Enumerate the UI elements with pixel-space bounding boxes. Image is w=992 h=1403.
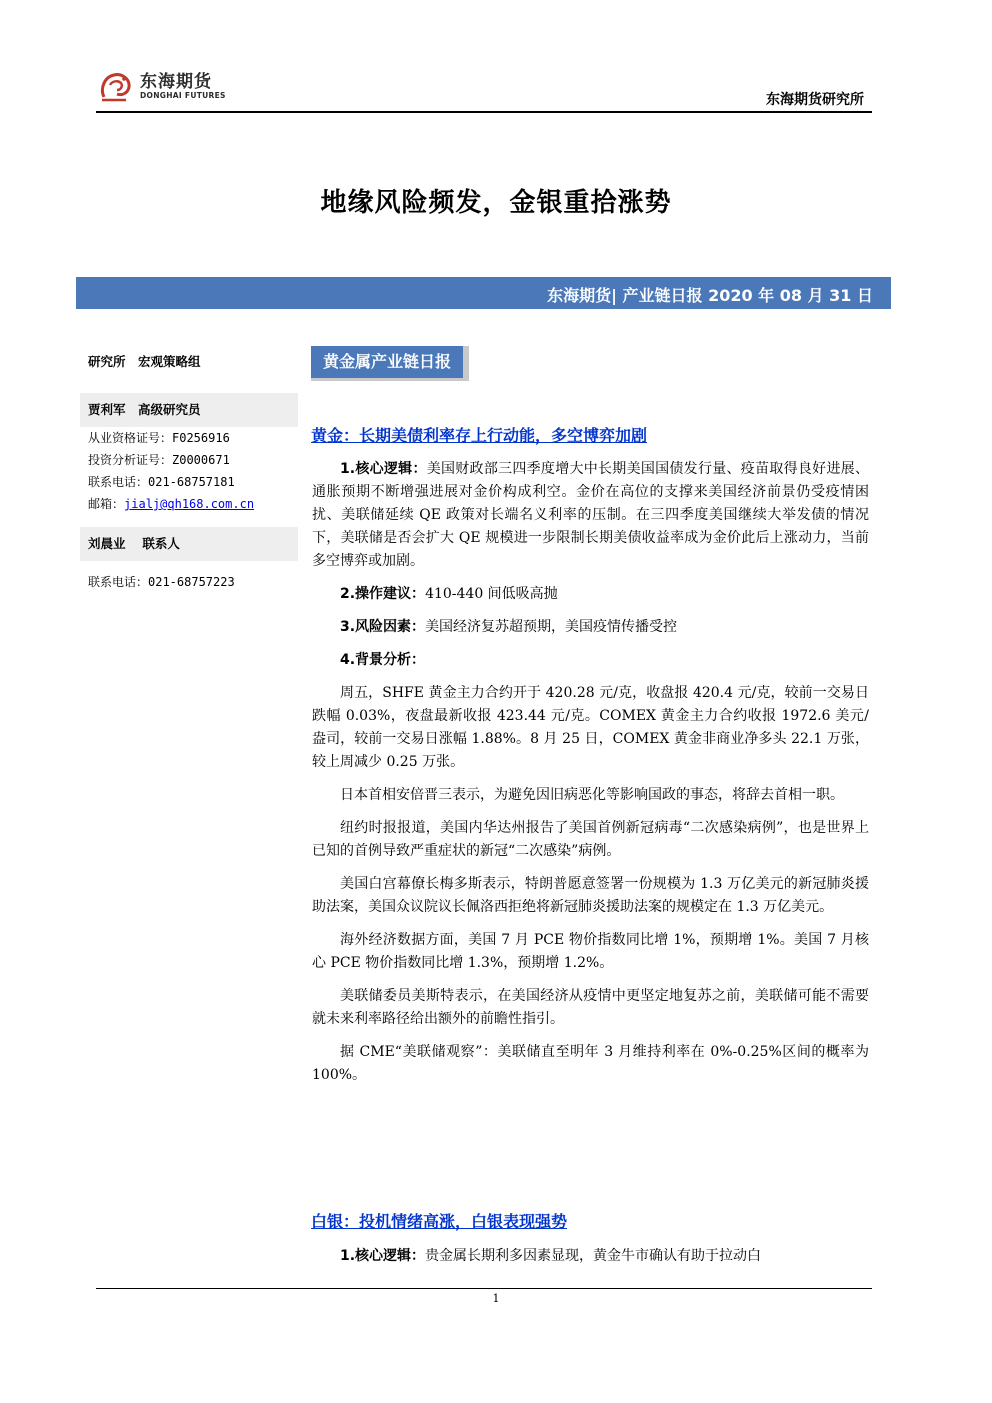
- background-paragraph: 美联储委员美斯特表示，在美国经济从疫情中更坚定地复苏之前，美联储可能不需要就未来利率路径给出额外的前瞻性指引。: [312, 988, 869, 1027]
- gold-core-logic: 1.核心逻辑：美国财政部三四季度增大中长期美国国债发行量、疫苗取得良好进展、通胀预期不断增强进展对金价构成利空。金价在高位的支撑来美国经济前景仍受疫情困扰、美联储延续 QE 政策对长端名义利率的压制。在三四季度美国继续大举发债的情况下，美联储是否会扩大 QE 规模进一步限制长期美债收益率成为金价此后上涨动力，当前多空博弈或加剧。: [312, 461, 869, 569]
- background-paragraph: 纽约时报报道，美国内华达州报告了美国首例新冠病毒“二次感染病例”，也是世界上已知的首例导致严重症状的新冠“二次感染”病例。: [312, 820, 869, 859]
- footer-divider: [96, 1288, 872, 1289]
- email-link[interactable]: jialj@qh168.com.cn: [124, 497, 255, 511]
- report-banner: [76, 277, 891, 309]
- gold-content: [312, 458, 869, 1097]
- author-sidebar: [80, 345, 298, 593]
- risk-label: 3.风险因素：: [340, 619, 426, 635]
- section-tag: 黄金属产业链日报: [311, 346, 469, 381]
- qualification-id: 从业资格证号：F0256916: [88, 431, 230, 445]
- background-paragraph: 周五，SHFE 黄金主力合约开于 420.28 元/克，收盘报 420.4 元/克，较前一交易日跌幅 0.03%，夜盘最新收报 423.44 元/克。COMEX 黄金主力合约收报 1972.6 美元/盎司，较前一交易日涨幅 1.88%。8 月 25 日，COMEX 黄金非商业净多头 22.1 万张，较上周减少 0.25 万张。: [312, 685, 869, 770]
- logo-english-name: DONGHAI FUTURES: [140, 91, 226, 100]
- department-label: 研究所 宏观策略组: [88, 354, 201, 369]
- header-divider: [96, 111, 872, 113]
- header-institute: 东海期货研究所: [766, 92, 864, 108]
- contact-phone: 联系电话：021-68757223: [88, 575, 235, 589]
- contact-name: 刘晨业 联系人: [80, 527, 298, 561]
- gold-section-title[interactable]: 黄金：长期美债利率存上行动能，多空博弈加剧: [311, 426, 648, 445]
- background-paragraph: 据 CME“美联储观察”：美联储直至明年 3 月维持利率在 0%-0.25%区间的概率为 100%。: [312, 1044, 869, 1083]
- company-logo: [96, 66, 236, 108]
- dragon-logo-icon: [96, 67, 136, 107]
- silver-content: [312, 1245, 869, 1278]
- core-logic-label: 1.核心逻辑：: [340, 1248, 426, 1264]
- gold-background-label: 4.背景分析：: [340, 652, 426, 668]
- silver-section-title[interactable]: 白银：投机情绪高涨，白银表现强势: [311, 1212, 568, 1231]
- silver-core-logic: 1.核心逻辑：贵金属长期利多因素显现，黄金牛市确认有助于拉动白: [340, 1248, 762, 1264]
- gold-advice: 2.操作建议：410-440 间低吸高抛: [340, 586, 558, 602]
- email-label: 邮箱：: [88, 497, 125, 511]
- analyst-name: 贾利军 高级研究员: [80, 393, 298, 427]
- banner-text: 东海期货| 产业链日报 2020 年 08 月 31 日: [547, 286, 873, 305]
- page-number: 1: [492, 1292, 500, 1305]
- background-paragraph: 海外经济数据方面，美国 7 月 PCE 物价指数同比增 1%，预期增 1%。美国 7 月核心 PCE 物价指数同比增 1.3%，预期增 1.2%。: [312, 932, 869, 971]
- background-paragraph: 美国白宫幕僚长梅多斯表示，特朗普愿意签署一份规模为 1.3 万亿美元的新冠肺炎援助法案，美国众议院议长佩洛西拒绝将新冠肺炎援助法案的规模定在 1.3 万亿美元。: [312, 876, 869, 915]
- page-title: 地缘风险频发，金银重拾涨势: [320, 188, 672, 218]
- logo-chinese-name: 东海期货: [140, 72, 212, 92]
- gold-risk: 3.风险因素：美国经济复苏超预期，美国疫情传播受控: [340, 619, 678, 635]
- analyst-phone: 联系电话：021-68757181: [88, 475, 235, 489]
- core-logic-label: 1.核心逻辑：: [340, 461, 427, 477]
- advice-label: 2.操作建议：: [340, 586, 426, 602]
- email-row: [80, 493, 298, 515]
- investment-id: 投资分析证号：Z0000671: [88, 453, 230, 467]
- background-paragraph: 日本首相安倍晋三表示，为避免因旧病恶化等影响国政的事态，将辞去首相一职。: [340, 787, 844, 803]
